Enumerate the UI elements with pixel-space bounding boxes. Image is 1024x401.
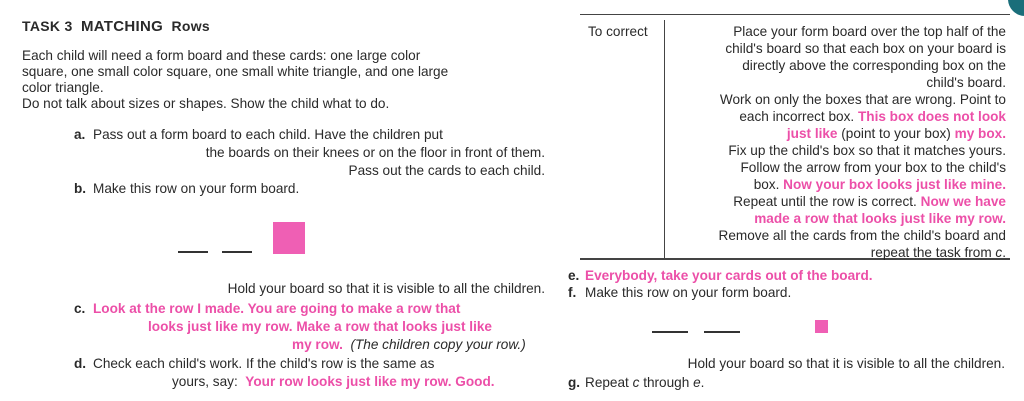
step-d-line-1: Check each child's work. If the child's row is the same as — [93, 356, 435, 371]
step-f-letter: f. — [568, 285, 577, 300]
step-e-letter: e. — [568, 268, 580, 283]
correction-line — [670, 24, 1006, 40]
table-top-rule — [580, 14, 1010, 15]
correction-pink-text: Now your box looks just like mine. — [779, 177, 1006, 192]
correction-text-segment: repeat the task from — [870, 245, 996, 260]
step-e-pink: Everybody, take your cards out of the board. — [585, 268, 873, 283]
correction-pink-text: my box. — [954, 126, 1006, 141]
intro-line-3: color triangle. — [22, 80, 104, 95]
right-empty-slot-1 — [652, 331, 688, 333]
correction-text-segment: Work on only the boxes that are wrong. Point to — [719, 92, 1006, 107]
correction-text-segment: c — [995, 245, 1003, 260]
step-c-pink-3: my row. — [292, 337, 343, 352]
step-a-line-3: Pass out the cards to each child. — [348, 163, 545, 178]
correction-text-segment: child's board so that each box on your board is — [725, 41, 1006, 56]
step-g-post: . — [700, 375, 705, 390]
intro-line-4: Do not talk about sizes or shapes. Show the child what to do. — [22, 96, 390, 111]
to-correct-label: To correct — [588, 24, 648, 39]
right-hold-board: Hold your board so that it is visible to all the children. — [687, 356, 1005, 371]
task-name: MATCHING — [80, 18, 164, 35]
step-c-pink-2: looks just like my row. Make a row that looks just like — [148, 319, 492, 334]
correction-pink-text: Now we have — [916, 194, 1006, 209]
correction-pink-text: This box does not look — [854, 109, 1006, 124]
step-c-letter: c. — [74, 301, 86, 316]
correction-pink-text: just like — [786, 126, 838, 141]
step-g-text — [585, 375, 704, 391]
step-a-letter: a. — [74, 127, 86, 142]
intro-line-1: Each child will need a form board and these cards: one large color — [22, 48, 421, 63]
correction-line — [670, 143, 1006, 159]
step-f-text: Make this row on your form board. — [585, 285, 792, 300]
correction-text-segment: Remove all the cards from the child's board and — [718, 228, 1006, 243]
correction-line — [670, 75, 1006, 91]
correction-pink-text: made a row that looks just like my row. — [754, 211, 1006, 226]
left-hold-board: Hold your board so that it is visible to all the children. — [227, 281, 545, 296]
correction-text-segment: Repeat until the row is correct. — [733, 194, 917, 209]
correction-line — [670, 58, 1006, 74]
correction-line — [670, 109, 1006, 125]
correction-line — [670, 228, 1006, 244]
step-d-letter: d. — [74, 356, 87, 371]
step-d-pink: Your row looks just like my row. Good. — [245, 374, 495, 389]
correction-text-segment: box. — [753, 177, 780, 192]
correction-line — [670, 245, 1006, 261]
correction-text-segment: . — [1002, 245, 1006, 260]
step-g-e: e — [693, 375, 701, 390]
step-c-pink-1: Look at the row I made. You are going to make a row that — [93, 301, 461, 316]
step-c-italic: (The children copy your row.) — [350, 337, 526, 352]
correction-text-segment: each incorrect box. — [739, 109, 855, 124]
correction-line — [670, 177, 1006, 193]
intro-line-2: square, one small color square, one small white triangle, and one large — [22, 64, 449, 79]
large-pink-square-card — [273, 222, 305, 254]
step-g-pre: Repeat — [585, 375, 633, 390]
correction-text-segment: child's board. — [926, 75, 1006, 90]
correction-line — [670, 211, 1006, 227]
correction-text-segment: Place your form board over the top half of the — [733, 24, 1006, 39]
step-a-line-2: the boards on their knees or on the floor in front of them. — [205, 145, 545, 160]
small-pink-square-card — [815, 320, 828, 333]
correction-line — [670, 92, 1006, 108]
step-b-letter: b. — [74, 181, 87, 196]
correction-line — [670, 126, 1006, 142]
correction-line — [670, 160, 1006, 176]
step-c-line-3 — [292, 337, 526, 353]
task-subtitle: Rows — [171, 18, 210, 34]
correction-text-segment: (point to your box) — [837, 126, 955, 141]
step-g-mid: through — [639, 375, 694, 390]
table-divider — [664, 20, 665, 258]
right-empty-slot-2 — [704, 331, 740, 333]
step-g-c: c — [632, 375, 640, 390]
step-d-line-2 — [172, 374, 495, 390]
correction-text-segment: Follow the arrow from your box to the child's — [740, 160, 1006, 175]
correction-text-segment: Fix up the child's box so that it matches yours. — [728, 143, 1006, 158]
task-heading — [22, 18, 210, 35]
empty-slot-1 — [178, 251, 208, 253]
correction-line — [670, 194, 1006, 210]
correction-line — [670, 41, 1006, 57]
step-d-yours-say: yours, say: — [172, 374, 238, 389]
step-a-line-1: Pass out a form board to each child. Have the children put — [93, 127, 443, 142]
correction-text-segment: directly above the corresponding box on the — [742, 58, 1006, 73]
step-b-text: Make this row on your form board. — [93, 181, 300, 196]
empty-slot-2 — [222, 251, 252, 253]
step-g-letter: g. — [568, 375, 581, 390]
corner-badge — [1008, 0, 1024, 16]
task-label: TASK 3 — [22, 18, 73, 34]
